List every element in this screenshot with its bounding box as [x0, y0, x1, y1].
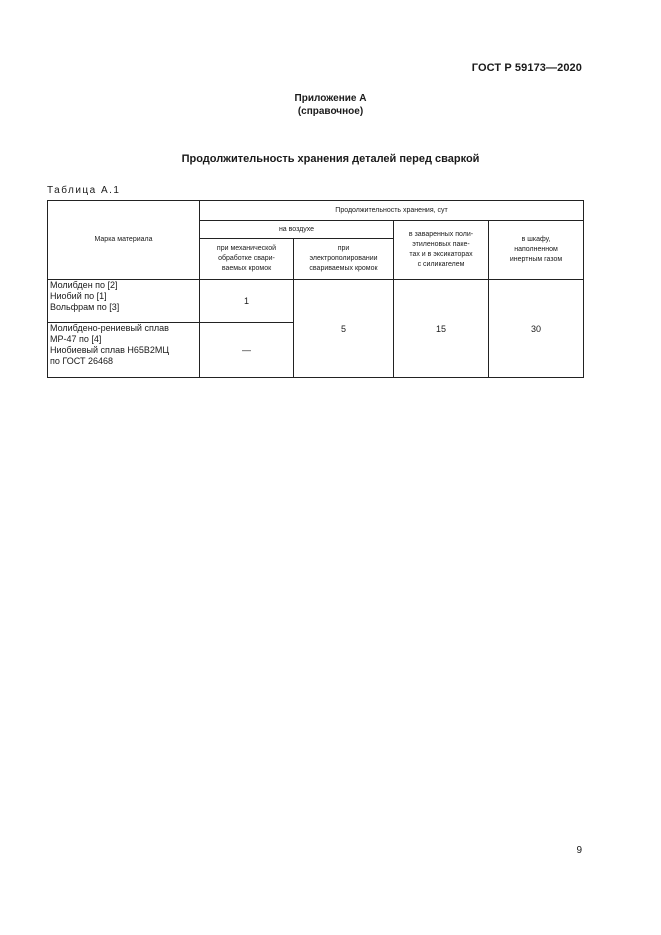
appendix-heading — [0, 92, 661, 118]
section-title: Продолжительность хранения деталей перед сваркой — [181, 153, 480, 165]
header-in-air: на воздухе — [200, 221, 394, 239]
material-cell: Молибден по [2] Ниобий по [1] Вольфрам по [3] — [48, 280, 200, 323]
header-bags: в заваренных поли- этиленовых паке- тах и в эксикаторах с силикагелем — [394, 221, 489, 280]
mechanical-value: 1 — [200, 280, 294, 323]
header-mechanical: при механической обработке свари- ваемых кромок — [200, 239, 294, 280]
electropolish-value: 5 — [294, 280, 394, 378]
material-cell: Молибдено-рениевый сплав МР-47 по [4] Ниобиевый сплав Н65В2МЦ по ГОСТ 26468 — [48, 323, 200, 378]
appendix-title: Приложение А — [294, 93, 367, 104]
table-label: Таблица А.1 — [47, 185, 121, 196]
standard-code: ГОСТ Р 59173—2020 — [471, 62, 582, 74]
bags-value: 15 — [394, 280, 489, 378]
mechanical-value: — — [200, 323, 294, 378]
header-electropolish: при электрополировании свариваемых кромок — [294, 239, 394, 280]
storage-duration-table — [47, 200, 584, 378]
table-row — [48, 280, 584, 323]
cabinet-value: 30 — [489, 280, 584, 378]
header-cabinet: в шкафу, наполненном инертным газом — [489, 221, 584, 280]
header-material: Марка материала — [48, 201, 200, 280]
appendix-type: (справочное) — [297, 106, 364, 117]
header-duration: Продолжительность хранения, сут — [200, 201, 584, 221]
page-number: 9 — [576, 845, 582, 856]
